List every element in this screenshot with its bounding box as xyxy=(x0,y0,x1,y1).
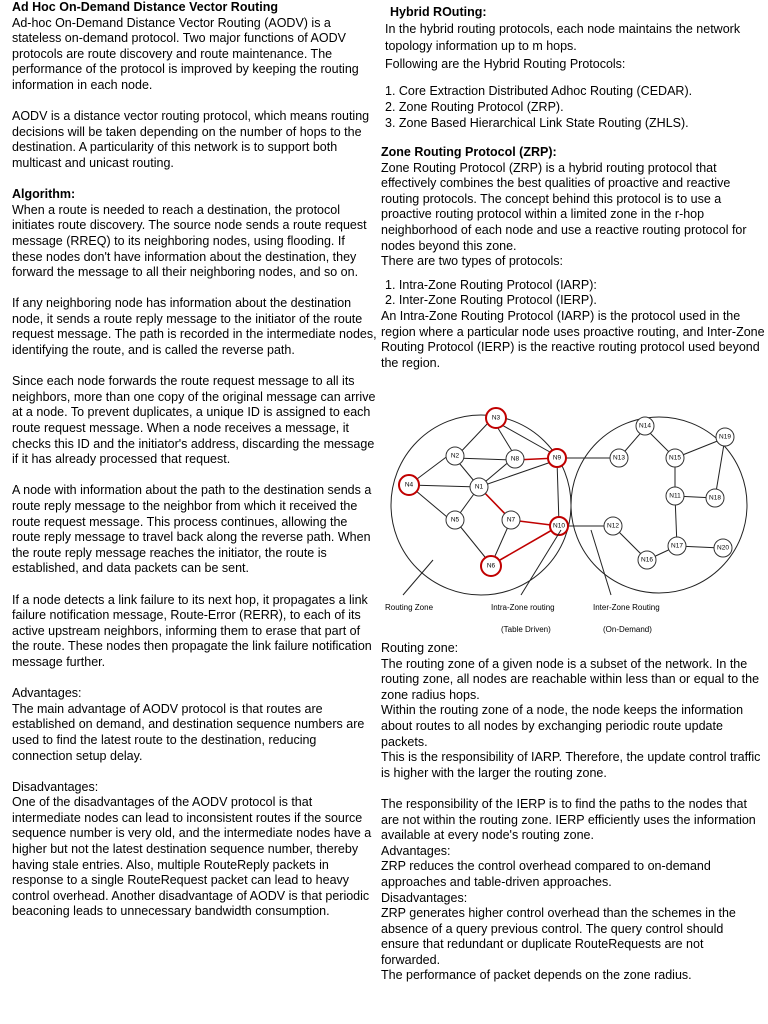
node-label: N13 xyxy=(613,454,625,462)
network-node xyxy=(610,449,628,467)
node-label: N11 xyxy=(669,492,681,500)
network-node xyxy=(706,489,724,507)
node-label: N15 xyxy=(669,454,681,462)
node-label: N2 xyxy=(450,452,460,460)
aodv-advantages-text: The main advantage of AODV protocol is that routes are established on demand, and destination sequence numbers are used to find the latest route to the destination, reducing connection setup delay. xyxy=(12,701,365,763)
algorithm-paragraph-5: If a node detects a link failure to its next hop, it propagates a link failure notification message, Route-Error (RERR), to each of its active upstream neighbors, informing them to erase that part of the route. These nodes then propagate the link failure notification message further. xyxy=(12,592,372,669)
aodv-disadvantages-heading: Disadvantages: xyxy=(12,779,99,794)
algorithm-paragraph-4: A node with information about the path to the destination sends a route reply message to the neighbor from which it received the route request message. This process continues, allowing the route reply message to travel back along the reverse path. When the route reply message reaches the initiator, the route is established, and data packets can be sent. xyxy=(12,483,372,576)
network-node xyxy=(481,556,501,576)
zrp-heading: Zone Routing Protocol (ZRP): xyxy=(381,145,557,160)
caption-inter-zone-sub: (On-Demand) xyxy=(603,625,652,634)
network-node xyxy=(666,487,684,505)
caption-intra-zone: Intra-Zone routing xyxy=(491,603,555,612)
list-item: 3. Zone Based Hierarchical Link State Routing (ZHLS). xyxy=(385,116,689,131)
algorithm-paragraph-3: Since each node forwards the route request message to all its neighbors, more than one copy of the original message can arrive at a node. To prevent duplicates, a unique ID is assigned to each route request message. When a node receives a message, it checks this ID and the initiator's address, discarding the message if it has already processed that request. xyxy=(12,374,376,467)
node-label: N8 xyxy=(510,455,520,463)
routing-zone-paragraph-1: The routing zone of a given node is a subset of the network. In the routing zone, all nodes are reachable within less than or equal to the zone radius hops. xyxy=(381,656,760,702)
node-label: N20 xyxy=(717,544,729,552)
zrp-disadvantages-text: ZRP generates higher control overhead than the schemes in the absence of a query previous control. The query control should ensure that redundant or duplicate RouteRequests are not forwarded. xyxy=(381,906,736,967)
protocol-types-intro: There are two types of protocols: xyxy=(381,254,564,269)
network-node xyxy=(604,517,622,535)
zrp-performance-text: The performance of packet depends on the zone radius. xyxy=(381,968,692,983)
caption-intra-zone-sub: (Table Driven) xyxy=(501,625,551,634)
network-node xyxy=(506,450,524,468)
node-label: N5 xyxy=(450,516,460,524)
routing-zone-heading: Routing zone: xyxy=(381,641,459,655)
routing-zone-section xyxy=(381,641,765,984)
aodv-advantages-heading: Advantages: xyxy=(12,686,82,701)
network-node xyxy=(714,539,732,557)
inter-zone-pointer xyxy=(591,530,611,595)
routing-zone-paragraph-3: This is the responsibility of IARP. Therefore, the update control traffic is higher with the larger the routing zone. xyxy=(381,750,761,780)
network-node xyxy=(470,478,488,496)
aodv-distance-vector-paragraph: AODV is a distance vector routing protocol, which means routing decisions will be taken depending on the number of hops to the destination. A particularity of this network is to support both multicast and unicast routing. xyxy=(12,109,370,170)
aodv-intro: Ad-hoc On-Demand Distance Vector Routing (AODV) is a stateless on-demand protocol. Two major functions of AODV protocols are route discovery and route maintenance. The performance of the protocol is improved by keeping the routing information in each node. xyxy=(12,15,359,92)
list-item: 1. Intra-Zone Routing Protocol (IARP): xyxy=(385,277,597,292)
node-label: N16 xyxy=(641,556,653,564)
network-node xyxy=(446,447,464,465)
hybrid-protocol-list xyxy=(385,83,765,131)
right-column xyxy=(381,5,765,371)
network-node xyxy=(638,551,656,569)
node-label: N18 xyxy=(709,494,721,502)
caption-inter-zone: Inter-Zone Routing xyxy=(593,603,660,612)
network-node xyxy=(716,428,734,446)
network-node xyxy=(548,449,566,467)
node-label: N14 xyxy=(639,422,651,430)
zrp-disadvantages-heading: Disadvantages: xyxy=(381,890,468,905)
ierp-text: The responsibility of the IERP is to find the paths to the nodes that are not within the routing zone. IERP efficiently uses the information available at every node's routing zone. xyxy=(381,796,756,843)
algorithm-paragraph-1: When a route is needed to reach a destination, the protocol initiates route discovery. The source node sends a route request message (RREQ) to its neighboring nodes, using flooding. If these nodes don't have information about the destination, they forward the message to all their neighboring nodes, and so on. xyxy=(12,202,367,280)
hybrid-list-intro: Following are the Hybrid Routing Protocols: xyxy=(385,56,626,71)
zrp-advantages-text: ZRP reduces the control overhead compared to on-demand approaches and table-driven approaches. xyxy=(381,859,711,889)
zrp-network-diagram xyxy=(381,390,767,640)
algorithm-paragraph-2: If any neighboring node has information about the destination node, it sends a route reply message to the initiator of the route request message. The path is recorded in the intermediate nodes, identifying the route, and is called the reverse path. xyxy=(12,296,377,358)
zrp-diagram xyxy=(381,390,767,640)
iarp-ierp-text: An Intra-Zone Routing Protocol (IARP) is the protocol used in the region where a particular node uses proactive routing, and Inter-Zone Routing Protocol (IERP) is the reactive routing protocol used beyond the region. xyxy=(381,309,765,370)
network-node xyxy=(399,475,419,495)
aodv-disadvantages-text: One of the disadvantages of the AODV protocol is that intermediate nodes can lead to inconsistent routes if the source sequence number is very old, and the intermediate nodes have a higher but not the latest destination sequence number, thereby having stale entries. Also, multiple RouteReply packets in response to a single RouteRequest packet can lead to heavy control overhead. Another disadvantage of AODV is that periodic beaconing leads to unnecessary bandwidth consumption. xyxy=(12,795,372,919)
network-node xyxy=(668,537,686,555)
node-label: N1 xyxy=(474,483,484,491)
zrp-advantages-heading: Advantages: xyxy=(381,843,451,858)
intra-zone-pointer xyxy=(521,530,561,595)
network-node xyxy=(636,417,654,435)
aodv-title: Ad Hoc On-Demand Distance Vector Routing xyxy=(12,0,279,14)
list-item: 2. Inter-Zone Routing Protocol (IERP). xyxy=(385,293,597,308)
network-node xyxy=(486,408,506,428)
left-column xyxy=(12,0,378,920)
node-label: N10 xyxy=(553,522,565,530)
node-label: N17 xyxy=(671,542,683,550)
zone-protocol-list xyxy=(385,278,765,309)
routing-zone-paragraph-2: Within the routing zone of a node, the node keeps the information about routes to all nodes by exchanging periodic route update packets. xyxy=(381,703,744,749)
node-label: N19 xyxy=(719,433,731,441)
node-label: N3 xyxy=(491,414,501,422)
network-node xyxy=(666,449,684,467)
caption-routing-zone: Routing Zone xyxy=(385,603,434,612)
hybrid-routing-heading: Hybrid ROuting: xyxy=(390,5,487,19)
node-label: N9 xyxy=(552,454,562,462)
edge xyxy=(557,460,559,524)
hybrid-intro: In the hybrid routing protocols, each node maintains the network topology information up to m hops. xyxy=(385,21,741,54)
network-node xyxy=(502,511,520,529)
network-node xyxy=(446,511,464,529)
zrp-text: Zone Routing Protocol (ZRP) is a hybrid routing protocol that effectively combines the best qualities of proactive and reactive routing protocols. The concept behind this protocol is to use a proactive routing protocol within a limited zone in the r-hop neighborhood of each node and use a reactive routing protocol for nodes beyond this zone. xyxy=(381,160,747,253)
list-item: 2. Zone Routing Protocol (ZRP). xyxy=(385,100,564,115)
node-label: N7 xyxy=(506,516,516,524)
list-item: 1. Core Extraction Distributed Adhoc Routing (CEDAR). xyxy=(385,84,693,99)
node-label: N12 xyxy=(607,522,619,530)
algorithm-heading: Algorithm: xyxy=(12,187,76,202)
node-label: N6 xyxy=(486,562,496,570)
edge xyxy=(493,526,559,564)
node-label: N4 xyxy=(404,481,414,489)
